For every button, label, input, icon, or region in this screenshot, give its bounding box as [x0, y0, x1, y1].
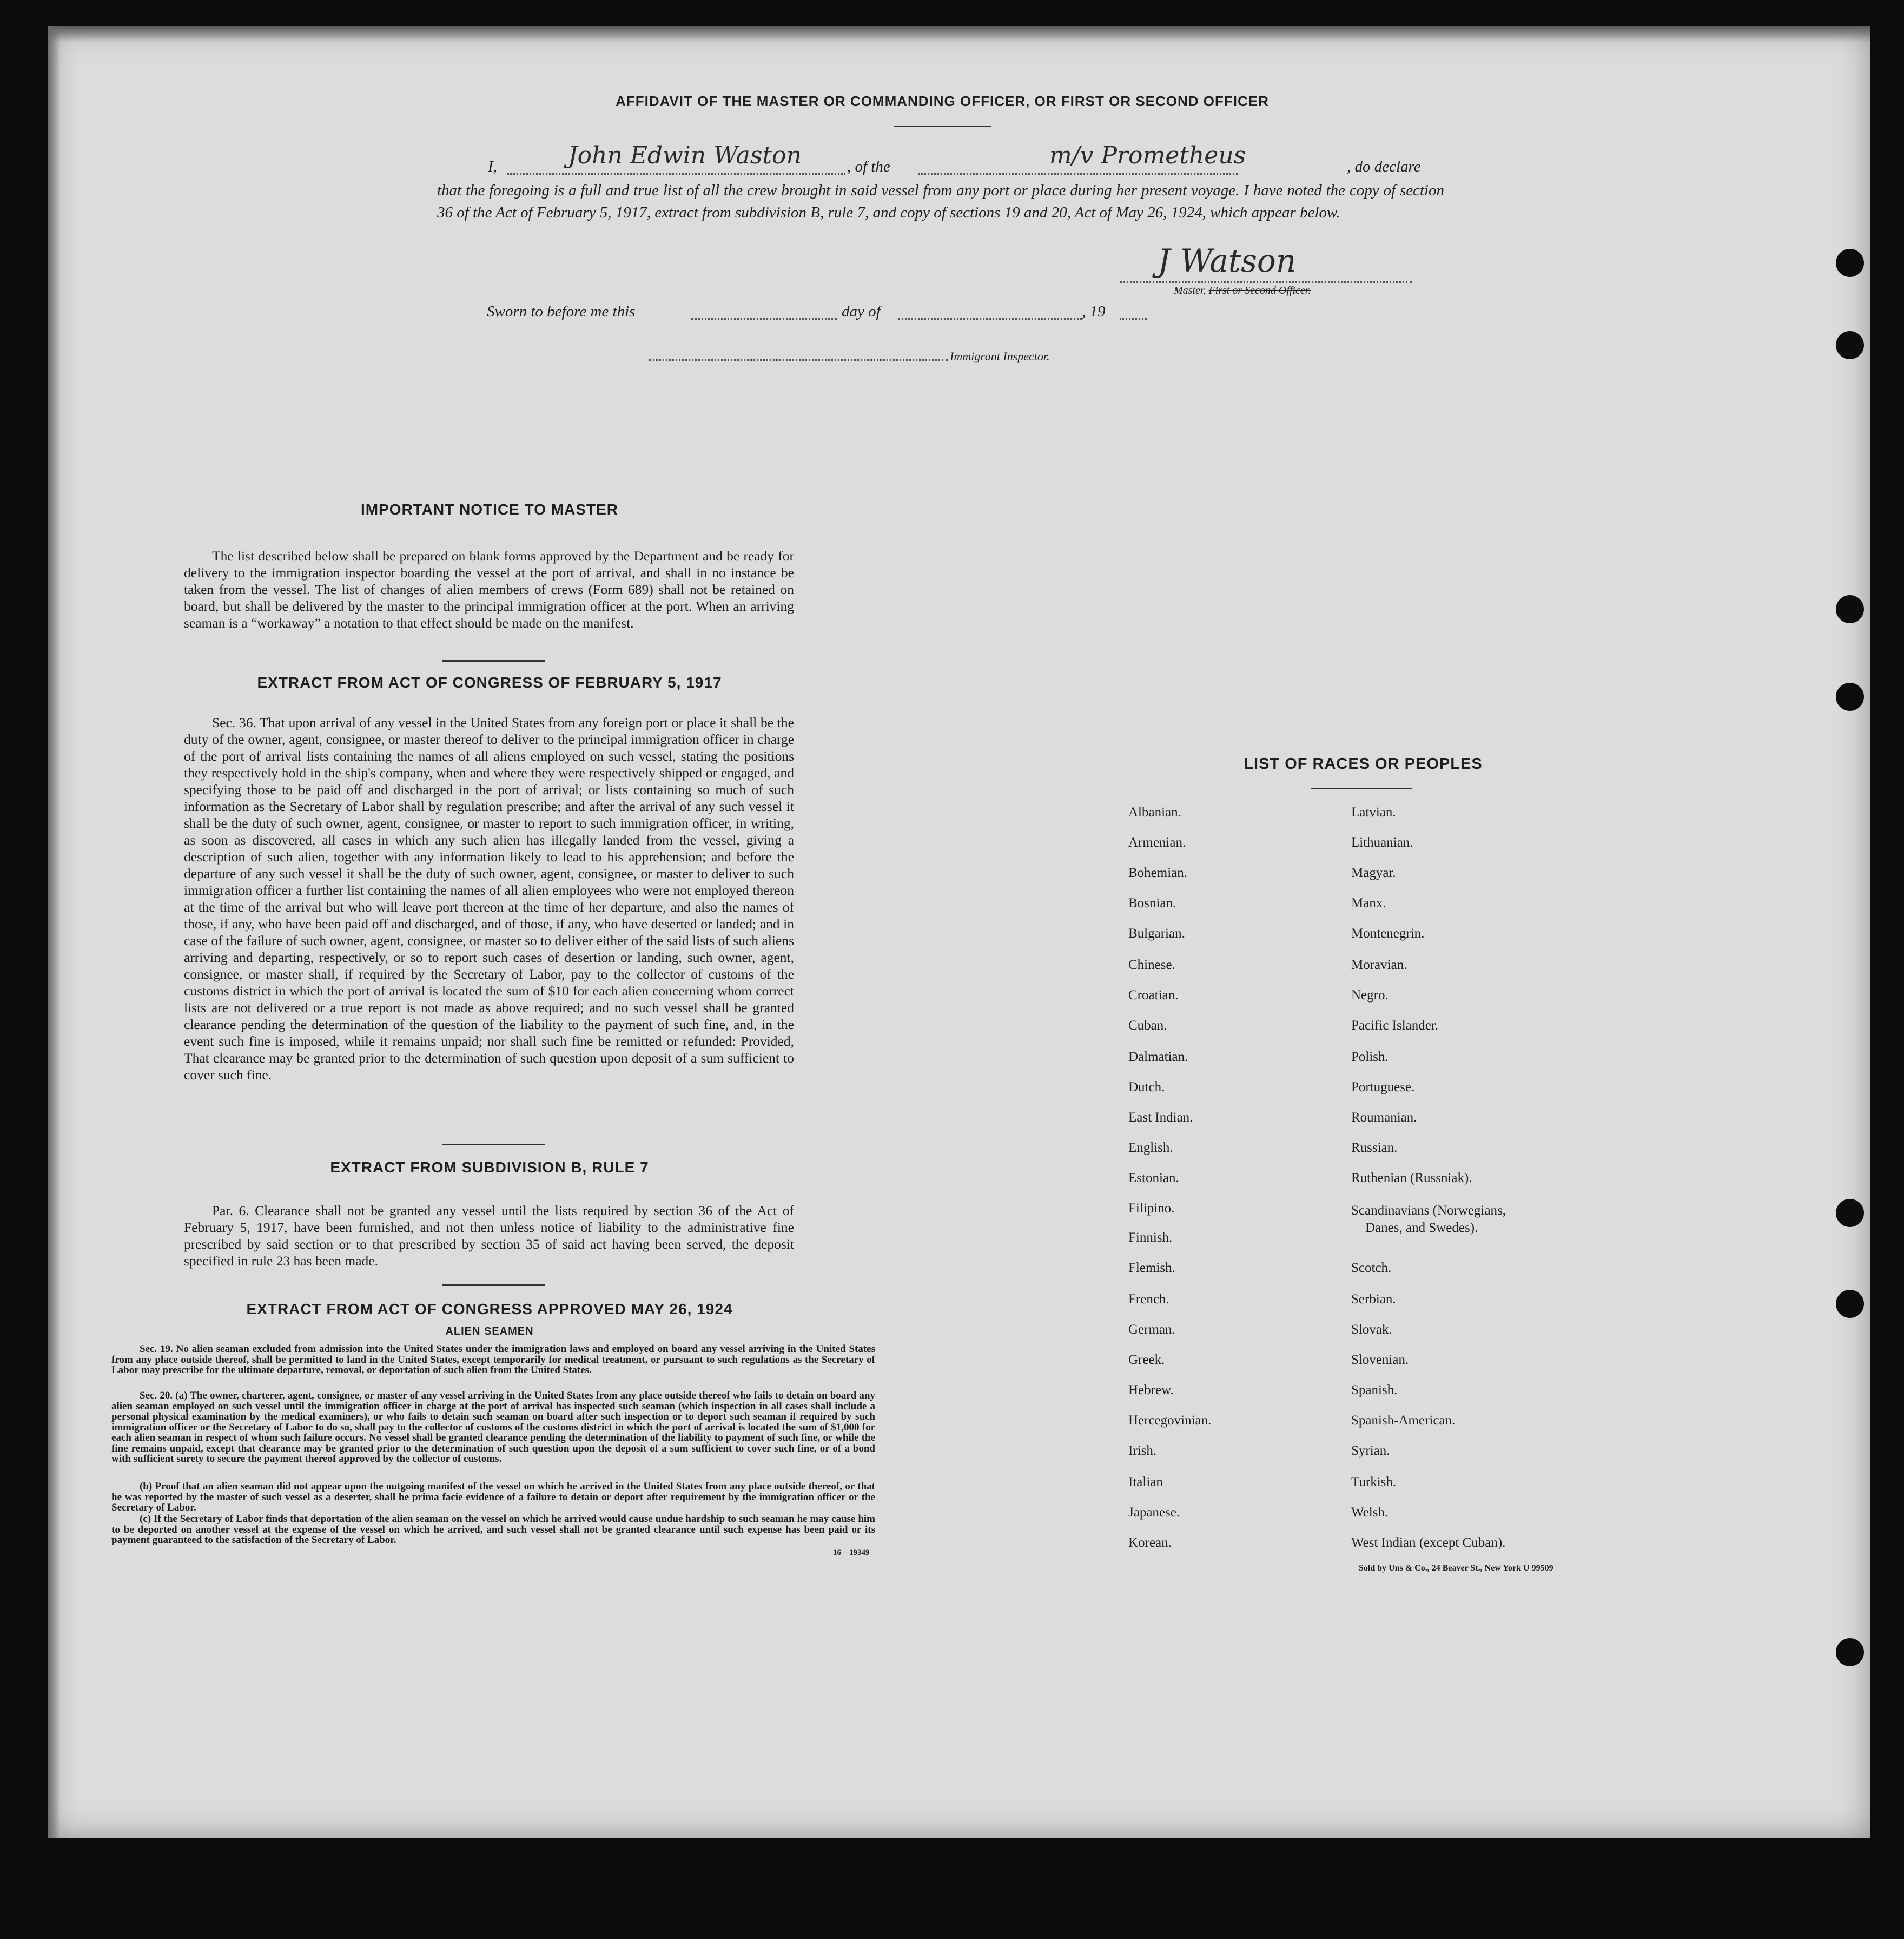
vessel-name-handwritten: m/v Prometheus [1049, 142, 1246, 169]
race-item: Polish. [1351, 1050, 1389, 1064]
affidavit-body: that the foregoing is a full and true list of all the crew brought in said vessel from any port or place during her present voyage. I have noted the copy of section 36 of the Act of February 5, 1917, extract from subdivision B, rule 7, and copy of sections 19 and 20, Act of May 26, 1924, which appear below. [437, 182, 1444, 221]
sworn-day-line [691, 318, 837, 320]
extract1924-subtitle: ALIEN SEAMEN [445, 1325, 534, 1337]
race-item: Scandinavians (Norwegians, [1351, 1203, 1506, 1218]
extract1924-sec19: Sec. 19. No alien seaman excluded from admission into the United States under the immigration laws and employed on board any vessel arriving in the United States from any place outside thereof, shall be permitted to land in the United States, except temporarily for medical treatment, or pursuant to such regulations as the Secretary of Labor may prescribe for the ultimate departure, removal, or deportation of such alien from the United States. [111, 1343, 875, 1376]
extract1917-body: Sec. 36. That upon arrival of any vessel in the United States from any foreign port or place it shall be the duty of the owner, agent, consignee, or master thereof to deliver to the principal immigration officer in charge of the port of arrival lists containing the names of all aliens employed on such vessel, stating the positions they respectively hold in the ship's company, when and where they were respectively shipped or engaged, and specifying those to be paid off and discharged in the port of arrival; or lists containing so much of such information as the Secretary of Labor shall by regulation prescribe; and after the arrival of any such vessel it shall be the duty of such owner, agent, consignee, or master to report to such immigration officer, in writing, as soon as discovered, all cases in which any such alien has illegally landed from the vessel, giving a description of such alien, together with any information likely to lead to his apprehension; and before the departure of any such vessel it shall be the duty of such owner, agent, consignee, or master to deliver to such immigration officer a further list containing the names of all alien employees who were not employed thereon at the time of the arrival but who will leave port thereon at the time of her departure, and also the names of those, if any, who have been paid off and discharged, and of those, if any, who have deserted or landed; and in case of the failure of such owner, agent, consignee, or master so to deliver either of the said lists of such aliens arriving and departing, respectively, or so to report such cases of desertion or landing, such owner, agent, consignee, or master shall, if required by the Secretary of Labor, pay to the collector of customs of the customs district in which the port of arrival is located the sum of $10 for each alien concerning whom correct lists are not delivered or a true report is not made as above required; and no such vessel shall be granted clearance pending the determination of the question of the liability to the payment of such fine, and, in the event such fine is imposed, while it remains unpaid; nor shall such fine be remitted or refunded: Provided, That clearance may be granted prior to the determination of such question upon deposit of a sum sufficient to cover such fine. [184, 715, 794, 1083]
race-item: Flemish. [1128, 1261, 1175, 1275]
extract1924-title: EXTRACT FROM ACT OF CONGRESS APPROVED MAY 26, 1924 [246, 1301, 733, 1317]
extract1924-sec20b: (b) Proof that an alien seaman did not appear upon the outgoing manifest of the vessel on which he arrived in the United States from any place outside thereof, or that he was reported by the master of such vessel as a deserter, shall be prima facie evidence of a failure to detain or deport after requirement by the immigration officer or the Secretary of Labor. [111, 1481, 875, 1513]
race-item: Cuban. [1128, 1018, 1167, 1033]
extract1924-sec20a: Sec. 20. (a) The owner, charterer, agent, consignee, or master of any vessel arriving in the United States from any place outside thereof who fails to detain on board any alien seaman employed on such vessel until the immigration officer in charge at the port of arrival has inspected such seaman (which inspection in all cases shall include a personal physical examination by the medical examiners), or who fails to detain such seaman on board after such inspection or to deport such seaman if required by such immigration officer or the Secretary of Labor to do so, shall pay to the collector of customs of the customs district in which the port of arrival is located the sum of $1,000 for each alien seaman in respect of whom such failure occurs. No vessel shall be granted clearance pending the determination of the liability to payment of such fine, or while the fine remains unpaid, except that clearance may be granted prior to the determination of such question upon the deposit of a sum sufficient to cover such fine, or of a bond with sufficient surety to secure the payment thereof approved by the collector of customs. [111, 1390, 875, 1465]
race-item: West Indian (except Cuban). [1351, 1535, 1506, 1550]
sworn-day-of: day of [842, 303, 881, 320]
punch-hole-5 [1836, 1199, 1864, 1227]
race-item: Dalmatian. [1128, 1050, 1188, 1064]
race-item: Chinese. [1128, 958, 1175, 972]
sworn-line [487, 301, 1190, 322]
race-item: Serbian. [1351, 1292, 1396, 1307]
race-item: Hercegovinian. [1128, 1413, 1212, 1428]
race-item: Japanese. [1128, 1505, 1180, 1520]
punch-hole-2 [1836, 331, 1864, 359]
sworn-year-line [1120, 318, 1147, 320]
race-item: Turkish. [1351, 1475, 1397, 1489]
punch-hole-4 [1836, 683, 1864, 711]
extract1924-top-rule [442, 1284, 545, 1286]
rule7-top-rule [442, 1144, 545, 1145]
signature-caption-master: Master, [1174, 285, 1206, 296]
race-item: Bohemian. [1128, 866, 1188, 880]
race-item: Portuguese. [1351, 1080, 1415, 1094]
race-item: Croatian. [1128, 988, 1179, 1003]
master-name-handwritten: John Edwin Waston [568, 142, 802, 169]
signature-line [1120, 281, 1412, 283]
race-item: Welsh. [1351, 1505, 1389, 1520]
race-item: German. [1128, 1322, 1175, 1337]
form-number: 16—19349 [833, 1548, 870, 1557]
affidavit-of-the: , of the [847, 158, 890, 175]
race-item: Spanish-American. [1351, 1413, 1456, 1428]
race-item: Dutch. [1128, 1080, 1165, 1094]
affidavit-title-rule [894, 126, 991, 127]
race-item: Moravian. [1351, 958, 1407, 972]
race-item: Lithuanian. [1351, 835, 1413, 850]
race-item: Scotch. [1351, 1261, 1392, 1275]
races-title: LIST OF RACES OR PEOPLES [1244, 755, 1483, 773]
sworn-prefix: Sworn to before me this [487, 303, 636, 320]
punch-hole-1 [1836, 249, 1864, 277]
race-item: Ruthenian (Russniak). [1351, 1171, 1472, 1185]
rule7-title: EXTRACT FROM SUBDIVISION B, RULE 7 [330, 1159, 649, 1176]
inspector-caption: Immigrant Inspector. [950, 349, 1050, 363]
race-item: Syrian. [1351, 1443, 1390, 1458]
race-item: Hebrew. [1128, 1383, 1174, 1397]
race-item: Bulgarian. [1128, 926, 1185, 941]
race-item: Slovak. [1351, 1322, 1392, 1337]
signature-caption-officer: First or Second Officer. [1208, 285, 1311, 296]
sworn-month-line [898, 318, 1082, 320]
race-item: Pacific Islander. [1351, 1018, 1439, 1033]
race-item: Albanian. [1128, 805, 1181, 820]
race-item: Italian [1128, 1475, 1163, 1489]
signature-caption [1174, 285, 1311, 297]
extract1924-sec20c: (c) If the Secretary of Labor finds that deportation of the alien seaman on the vessel on which he arrived would cause undue hardship to such seaman he may cause him to be deported on another vessel at the expense of the vessel on which he arrived, and such vessel shall not be granted clearance until such expense has been paid or its payment guaranteed to the satisfaction of the Secretary of Labor. [111, 1513, 875, 1546]
sworn-year: , 19 [1082, 303, 1106, 320]
race-item: Negro. [1351, 988, 1389, 1003]
race-item: East Indian. [1128, 1110, 1193, 1125]
races-title-rule [1311, 788, 1412, 789]
master-name-line [507, 173, 845, 175]
race-item: Irish. [1128, 1443, 1157, 1458]
vessel-name-line [918, 173, 1238, 175]
race-item: Manx. [1351, 896, 1386, 911]
race-item: English. [1128, 1140, 1173, 1155]
affidavit-do-declare: , do declare [1347, 158, 1421, 175]
race-item: Estonian. [1128, 1171, 1179, 1185]
race-item: French. [1128, 1292, 1169, 1307]
inspector-signature-line [649, 359, 948, 361]
rule7-body: Par. 6. Clearance shall not be granted any vessel until the lists required by section 36 of the Act of February 5, 1917, have been furnished, and not then unless notice of liability to the administrative fine prescribed by said section or to that prescribed by section 35 of said act having been served, the deposit specified in rule 23 has been made. [184, 1203, 794, 1269]
punch-hole-3 [1836, 595, 1864, 623]
extract1917-top-rule [442, 660, 545, 662]
punch-hole-7 [1836, 1638, 1864, 1666]
race-item: Roumanian. [1351, 1110, 1417, 1125]
master-signature: J Watson [1158, 242, 1297, 279]
race-item: Korean. [1128, 1535, 1172, 1550]
notice-title: IMPORTANT NOTICE TO MASTER [360, 501, 619, 518]
affidavit-i: I, [488, 158, 497, 175]
race-item: Greek. [1128, 1353, 1165, 1367]
race-item: Spanish. [1351, 1383, 1398, 1397]
race-item: Finnish. [1128, 1230, 1173, 1245]
race-item: Slovenian. [1351, 1353, 1409, 1367]
race-item: Montenegrin. [1351, 926, 1425, 941]
race-item: Magyar. [1351, 866, 1396, 880]
affidavit-title: AFFIDAVIT OF THE MASTER OR COMMANDING OFFICER, OR FIRST OR SECOND OFFICER [616, 93, 1269, 109]
notice-body: The list described below shall be prepared on blank forms approved by the Department and be ready for delivery to the immigration inspector boarding the vessel at the port of arrival, and shall in no instance be taken from the vessel. The list of changes of alien members of crews (Form 689) shall not be retained on board, but shall be delivered by the master to the principal immigration officer at the port. When an arriving seaman is a “workaway” a notation to that effect should be made on the manifest. [184, 548, 794, 631]
punch-hole-6 [1836, 1290, 1864, 1318]
race-item: Danes, and Swedes). [1365, 1221, 1478, 1235]
extract1917-title: EXTRACT FROM ACT OF CONGRESS OF FEBRUARY 5, 1917 [257, 674, 722, 691]
race-item: Filipino. [1128, 1201, 1175, 1216]
race-item: Bosnian. [1128, 896, 1176, 911]
sold-by: Sold by Uns & Co., 24 Beaver St., New York U 99509 [1359, 1564, 1553, 1573]
race-item: Latvian. [1351, 805, 1396, 820]
race-item: Russian. [1351, 1140, 1398, 1155]
race-item: Armenian. [1128, 835, 1186, 850]
